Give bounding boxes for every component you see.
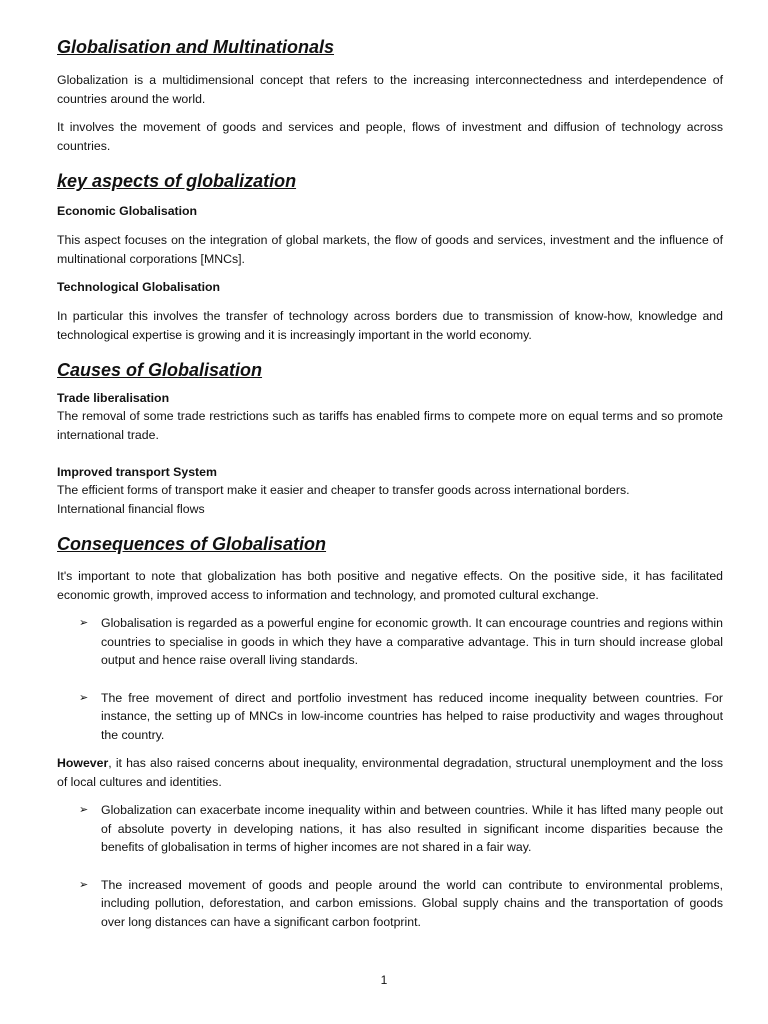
paragraph-financial: International financial flows <box>57 501 205 516</box>
arrow-bullet-icon: ➢ <box>79 804 89 816</box>
paragraph-economic: This aspect focuses on the integration of global markets, the flow of goods and services, investment and the influence of multinational corporations [MNCs]. <box>57 233 723 266</box>
arrow-bullet-icon: ➢ <box>79 617 89 629</box>
page-number: 1 <box>380 973 388 987</box>
section-title-consequences: Consequences of Globalisation <box>57 534 327 554</box>
list-item <box>57 689 723 745</box>
however-emphasis: However <box>57 756 109 770</box>
list-item <box>57 614 723 670</box>
subheading-economic: Economic Globalisation <box>57 204 198 218</box>
paragraph-consequences-intro: It's important to note that globalization has both positive and negative effects. On the positive side, it has facilitated economic growth, improved access to information and technology, and promoted cultural exchange. <box>57 569 723 602</box>
list-item <box>57 876 723 932</box>
however-text: , it has also raised concerns about inequality, environmental degradation, structural unemployment and the loss of local cultures and identities. <box>57 756 723 789</box>
document-page <box>57 34 723 931</box>
negative-effects-list <box>57 801 723 931</box>
paragraph-definition: Globalization is a multidimensional concept that refers to the increasing interconnectedness and interdependence of countries around the world. <box>57 73 723 106</box>
paragraph-transport: The efficient forms of transport make it easier and cheaper to transfer goods across international borders. <box>57 483 630 497</box>
arrow-bullet-icon: ➢ <box>79 878 89 891</box>
section-title-globalisation: Globalisation and Multinationals <box>57 37 335 57</box>
section-title-causes: Causes of Globalisation <box>57 360 263 380</box>
paragraph-movement: It involves the movement of goods and services and people, flows of investment and diffusion of technology across countries. <box>57 120 723 153</box>
paragraph-however <box>57 754 723 791</box>
subheading-technological: Technological Globalisation <box>57 280 221 294</box>
list-item <box>57 801 723 857</box>
subheading-transport: Improved transport System <box>57 465 217 479</box>
list-item-text: Globalization can exacerbate income inequality within and between countries. While it has lifted many people out of absolute poverty in developing nations, it has also resulted in significant income disparities because the benefits of globalisation in terms of higher incomes are not shared in a fair way. <box>101 803 723 854</box>
section-title-key-aspects: key aspects of globalization <box>57 171 297 191</box>
list-item-text: The free movement of direct and portfolio investment has reduced income inequality between countries. For instance, the setting up of MNCs in low-income countries has helped to raise productivity and wages throughout the country. <box>101 690 723 742</box>
arrow-bullet-icon: ➢ <box>79 691 89 704</box>
paragraph-trade: The removal of some trade restrictions such as tariffs has enabled firms to compete more on equal terms and so promote international trade. <box>57 409 723 442</box>
list-item-text: The increased movement of goods and people around the world can contribute to environmental problems, including pollution, deforestation, and carbon emissions. Global supply chains and the transportation of goods over long distances can have a significant carbon footprint. <box>101 877 723 929</box>
list-item-text: Globalisation is regarded as a powerful engine for economic growth. It can encourage countries and regions within countries to specialise in goods in which they have a comparative advantage. This in turn should increase global output and hence raise overall living standards. <box>101 616 723 667</box>
positive-effects-list <box>57 614 723 744</box>
paragraph-technological: In particular this involves the transfer of technology across borders due to transmission of know-how, knowledge and technological expertise is growing and it is increasingly important in the world economy. <box>57 309 723 342</box>
subheading-trade: Trade liberalisation <box>57 391 170 405</box>
